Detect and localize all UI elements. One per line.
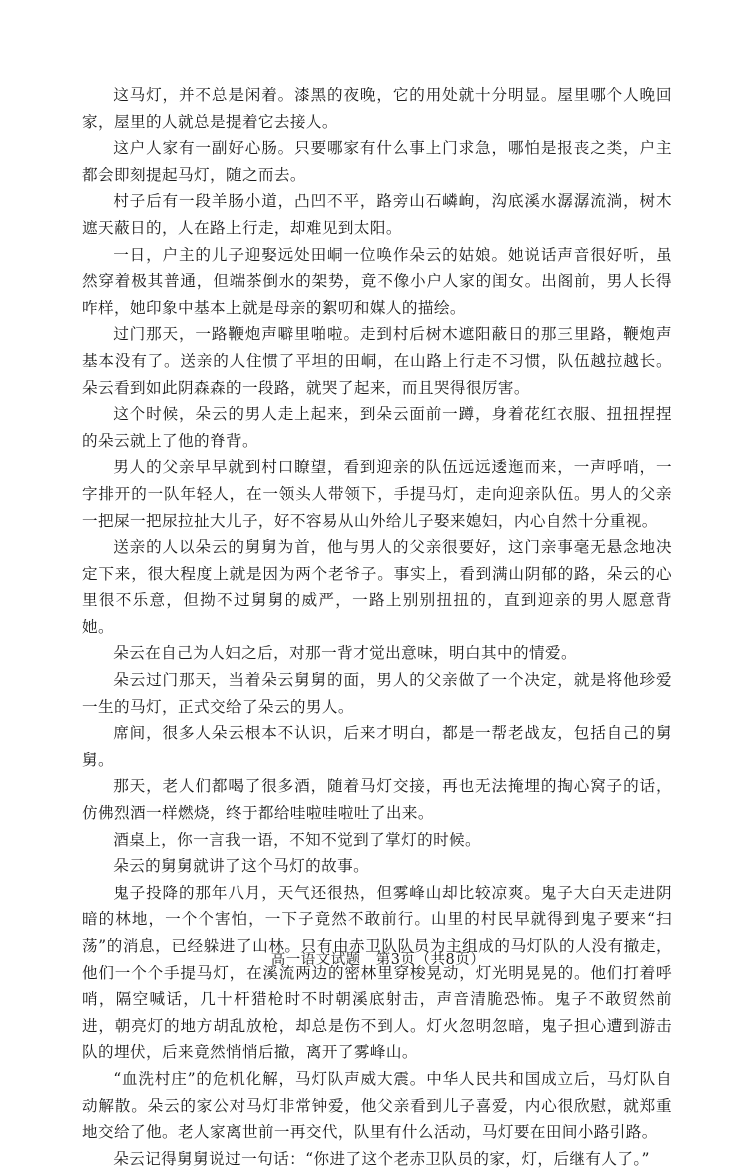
paragraph: 送亲的人以朵云的舅舅为首，他与男人的父亲很要好，这门亲事毫无悬念地决定下来，很大程度上就是因为两个老爷子。事实上，看到满山阴郁的路，朵云的心里很不乐意，但拗不过舅舅的威严，一路上别别扭扭的，直到迎亲的男人愿意背她。 [82,538,672,636]
paragraph: 朵云在自己为人妇之后，对那一背才觉出意味，明白其中的情爱。 [113,644,578,663]
page-footer: 高一语文试题 第3页（共8页） [270,952,486,968]
paragraph: 朵云记得舅舅说过一句话：“你进了这个老赤卫队员的家，灯，后继有人了。” [113,1149,650,1168]
paragraph: 朵云过门那天，当着朵云舅舅的面，男人的父亲做了一个决定，就是将他珍爱一生的马灯，正式交给了朵云的男人。 [82,671,672,716]
paragraph: “血洗村庄”的危机化解，马灯队声威大震。中华人民共和国成立后，马灯队自动解散。朵云的家公对马灯非常钟爱，他父亲看到儿子喜爱，内心很欣慰，就郑重地交给了他。老人家离世前一再交代，队里有什么活动，马灯要在田间小路引路。 [82,1069,672,1142]
paragraph: 这户人家有一副好心肠。只要哪家有什么事上门求急，哪怕是报丧之类，户主都会即刻提起马灯，随之而去。 [82,139,672,184]
paragraph: 鬼子投降的那年八月，天气还很热，但雾峰山却比较凉爽。鬼子大白天走进阴暗的林地，一个个害怕，一下子竟然不敢前行。山里的村民早就得到鬼子要来“扫荡”的消息，已经躲进了山林。只有由赤卫队队员为主组成的马灯队的人没有撤走，他们一个个手提马灯，在溪流两边的密林里穿梭晃动，灯光明晃晃的。他们打着呼哨，隔空喊话，几十杆猎枪时不时朝溪底射击，声音清脆恐怖。鬼子不敢贸然前进，朝亮灯的地方胡乱放枪，却总是伤不到人。灯火忽明忽暗，鬼子担心遭到游击队的埋伏，后来竟然悄悄后撤，离开了雾峰山。 [82,883,672,1062]
paragraph: 这个时候，朵云的男人走上起来，到朵云面前一蹲，身着花红衣服、扭扭捏捏的朵云就上了他的脊背。 [82,405,672,450]
paragraph: 朵云的舅舅就讲了这个马灯的故事。 [113,857,370,876]
paragraph: 这马灯，并不总是闲着。漆黑的夜晚，它的用处就十分明显。屋里哪个人晚回家，屋里的人就总是提着它去接人。 [82,86,672,131]
paragraph: 酒桌上，你一言我一语，不知不觉到了掌灯的时候。 [113,830,482,849]
paragraph: 男人的父亲早早就到村口瞭望，看到迎亲的队伍远远逶迤而来，一声呼哨，一字排开的一队年轻人，在一领头人带领下，手提马灯，走向迎亲队伍。男人的父亲一把屎一把尿拉扯大儿子，好不容易从山外给儿子娶来媳妇，内心自然十分重视。 [82,458,672,530]
article-body [82,82,672,1172]
paragraph: 席间，很多人朵云根本不认识，后来才明白，都是一帮老战友，包括自己的舅舅。 [82,724,672,769]
paragraph: 那天，老人们都喝了很多酒，随着马灯交接，再也无法掩埋的掏心窝子的话，仿佛烈酒一样燃烧，终于都给哇啦哇啦吐了出来。 [82,777,672,823]
paragraph: 过门那天，一路鞭炮声噼里啪啦。走到村后树木遮阳蔽日的那三里路，鞭炮声基本没有了。送亲的人住惯了平坦的田峒，在山路上行走不习惯，队伍越拉越长。朵云看到如此阴森森的一段路，就哭了起来，而且哭得很厉害。 [82,325,672,397]
paragraph: 村子后有一段羊肠小道，凸凹不平，路旁山石嶙峋，沟底溪水潺潺流淌，树木遮天蔽日的，人在路上行走，却难见到太阳。 [82,192,672,237]
paragraph: 一日，户主的儿子迎娶远处田峒一位唤作朵云的姑娘。她说话声音很好听，虽然穿着极其普通，但端茶倒水的架势，竟不像小户人家的闺女。出阁前，男人长得咋样，她印象中基本上就是母亲的絮叨和媒人的描绘。 [82,245,672,317]
